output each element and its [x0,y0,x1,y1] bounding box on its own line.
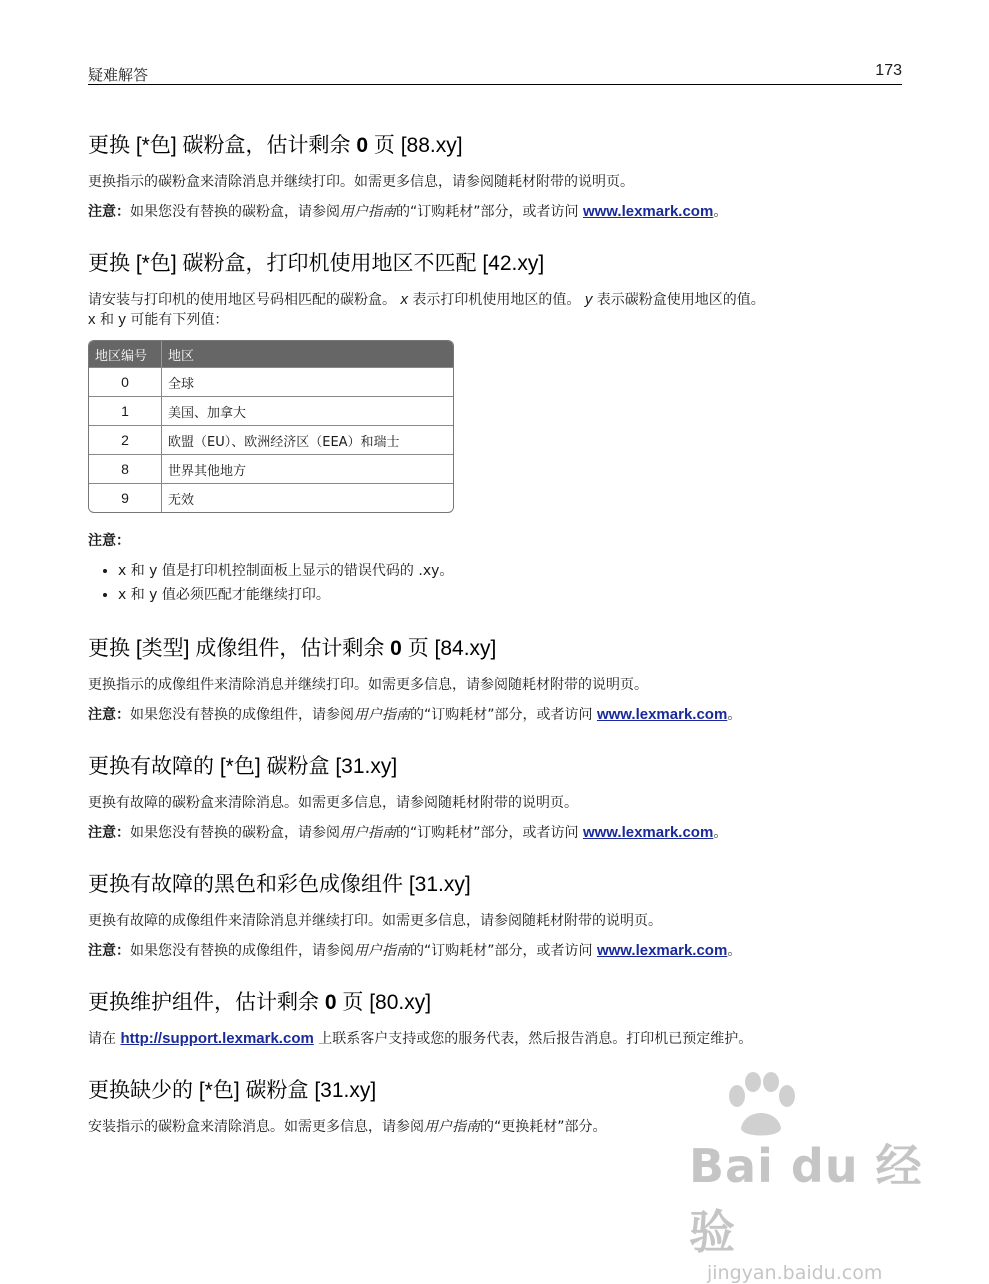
region-name-cell: 美国、加拿大 [162,396,453,425]
section-title: 更换 [*色] 碳粉盒，打印机使用地区不匹配 [42.xy] [88,252,545,275]
region-name-cell: 欧盟（EU）、欧洲经济区（EEA）和瑞士 [162,425,453,454]
watermark-logo: Bai du 经验 [689,1139,923,1259]
section-note: 注意：如果您没有替换的成像组件，请参阅用户指南的“订购耗材”部分，或者访问 www.lexmark.com。 [88,706,742,723]
section-note: 注意：如果您没有替换的成像组件，请参阅用户指南的“订购耗材”部分，或者访问 www.lexmark.com。 [88,942,742,959]
section-body: 请安装与打印机的使用地区号码相匹配的碳粉盒。 x 表示打印机使用地区的值。 y 表示碳粉盒使用地区的值。 x 和 y 可能有下列值： [88,291,765,328]
baidu-watermark [689,1130,929,1284]
watermark-url: jingyan.baidu.com [707,1262,883,1284]
paw-icon [719,1072,803,1142]
section-title: 更换有故障的黑色和彩色成像组件 [31.xy] [88,873,471,896]
section-defective-toner [88,751,908,843]
notes-list [88,559,908,607]
column-header-region: 地区 [162,341,453,367]
list-item: • x 和 y 值是打印机控制面板上显示的错误代码的 .xy。 [118,559,908,583]
region-table [88,340,454,513]
lexmark-link[interactable]: www.lexmark.com [596,706,728,723]
section-title: 更换缺少的 [*色] 碳粉盒 [31.xy] [88,1079,377,1102]
list-item: • x 和 y 值必须匹配才能继续打印。 [118,583,908,607]
table-row [89,367,453,396]
chapter-title: 疑难解答 [88,66,149,84]
section-body: 更换有故障的成像组件来清除消息并继续打印。如需更多信息，请参阅随耗材附带的说明页。 [88,913,662,929]
table-row [89,483,453,512]
section-maintenance-kit [88,987,908,1049]
section-replace-imaging-kit [88,633,908,725]
column-header-region-number: 地区编号 [89,341,162,367]
table-row [89,396,453,425]
region-number-cell: 1 [89,396,162,425]
section-body: 更换指示的成像组件来清除消息并继续打印。如需更多信息，请参阅随耗材附带的说明页。 [88,677,648,693]
page-header [88,62,902,85]
table-row [89,454,453,483]
section-body: 更换指示的碳粉盒来清除消息并继续打印。如需更多信息，请参阅随耗材附带的说明页。 [88,174,634,190]
region-number-cell: 2 [89,425,162,454]
table-header-row [89,341,453,367]
section-region-mismatch [88,248,908,607]
support-link[interactable]: http://support.lexmark.com [120,1030,314,1047]
section-title: 更换有故障的 [*色] 碳粉盒 [31.xy] [88,755,398,778]
region-number-cell: 9 [89,483,162,512]
region-name-cell: 全球 [162,367,453,396]
page-number: 173 [875,62,902,79]
section-body: 安装指示的碳粉盒来清除消息。如需更多信息，请参阅用户指南的“更换耗材”部分。 [88,1119,607,1135]
document-body [88,130,908,1163]
region-name-cell: 无效 [162,483,453,512]
section-title: 更换维护组件，估计剩余 0 页 [80.xy] [88,991,432,1014]
section-title: 更换 [类型] 成像组件，估计剩余 0 页 [84.xy] [88,637,497,660]
notes-label: 注意： [88,533,130,549]
region-number-cell: 8 [89,454,162,483]
region-number-cell: 0 [89,367,162,396]
table-row [89,425,453,454]
region-name-cell: 世界其他地方 [162,454,453,483]
section-note: 注意：如果您没有替换的碳粉盒，请参阅用户指南的“订购耗材”部分，或者访问 www.lexmark.com。 [88,824,728,841]
lexmark-link[interactable]: www.lexmark.com [582,824,714,841]
section-title: 更换 [*色] 碳粉盒，估计剩余 0 页 [88.xy] [88,134,463,157]
section-body: 更换有故障的碳粉盒来清除消息。如需更多信息，请参阅随耗材附带的说明页。 [88,795,578,811]
section-replace-toner [88,130,908,222]
lexmark-link[interactable]: www.lexmark.com [596,942,728,959]
section-body: 请在 http://support.lexmark.com 上联系客户支持或您的服务代表，然后报告消息。打印机已预定维护。 [88,1030,753,1047]
lexmark-link[interactable]: www.lexmark.com [582,203,714,220]
section-defective-imaging-kit [88,869,908,961]
section-note: 注意：如果您没有替换的碳粉盒，请参阅用户指南的“订购耗材”部分，或者访问 www.lexmark.com。 [88,203,728,220]
